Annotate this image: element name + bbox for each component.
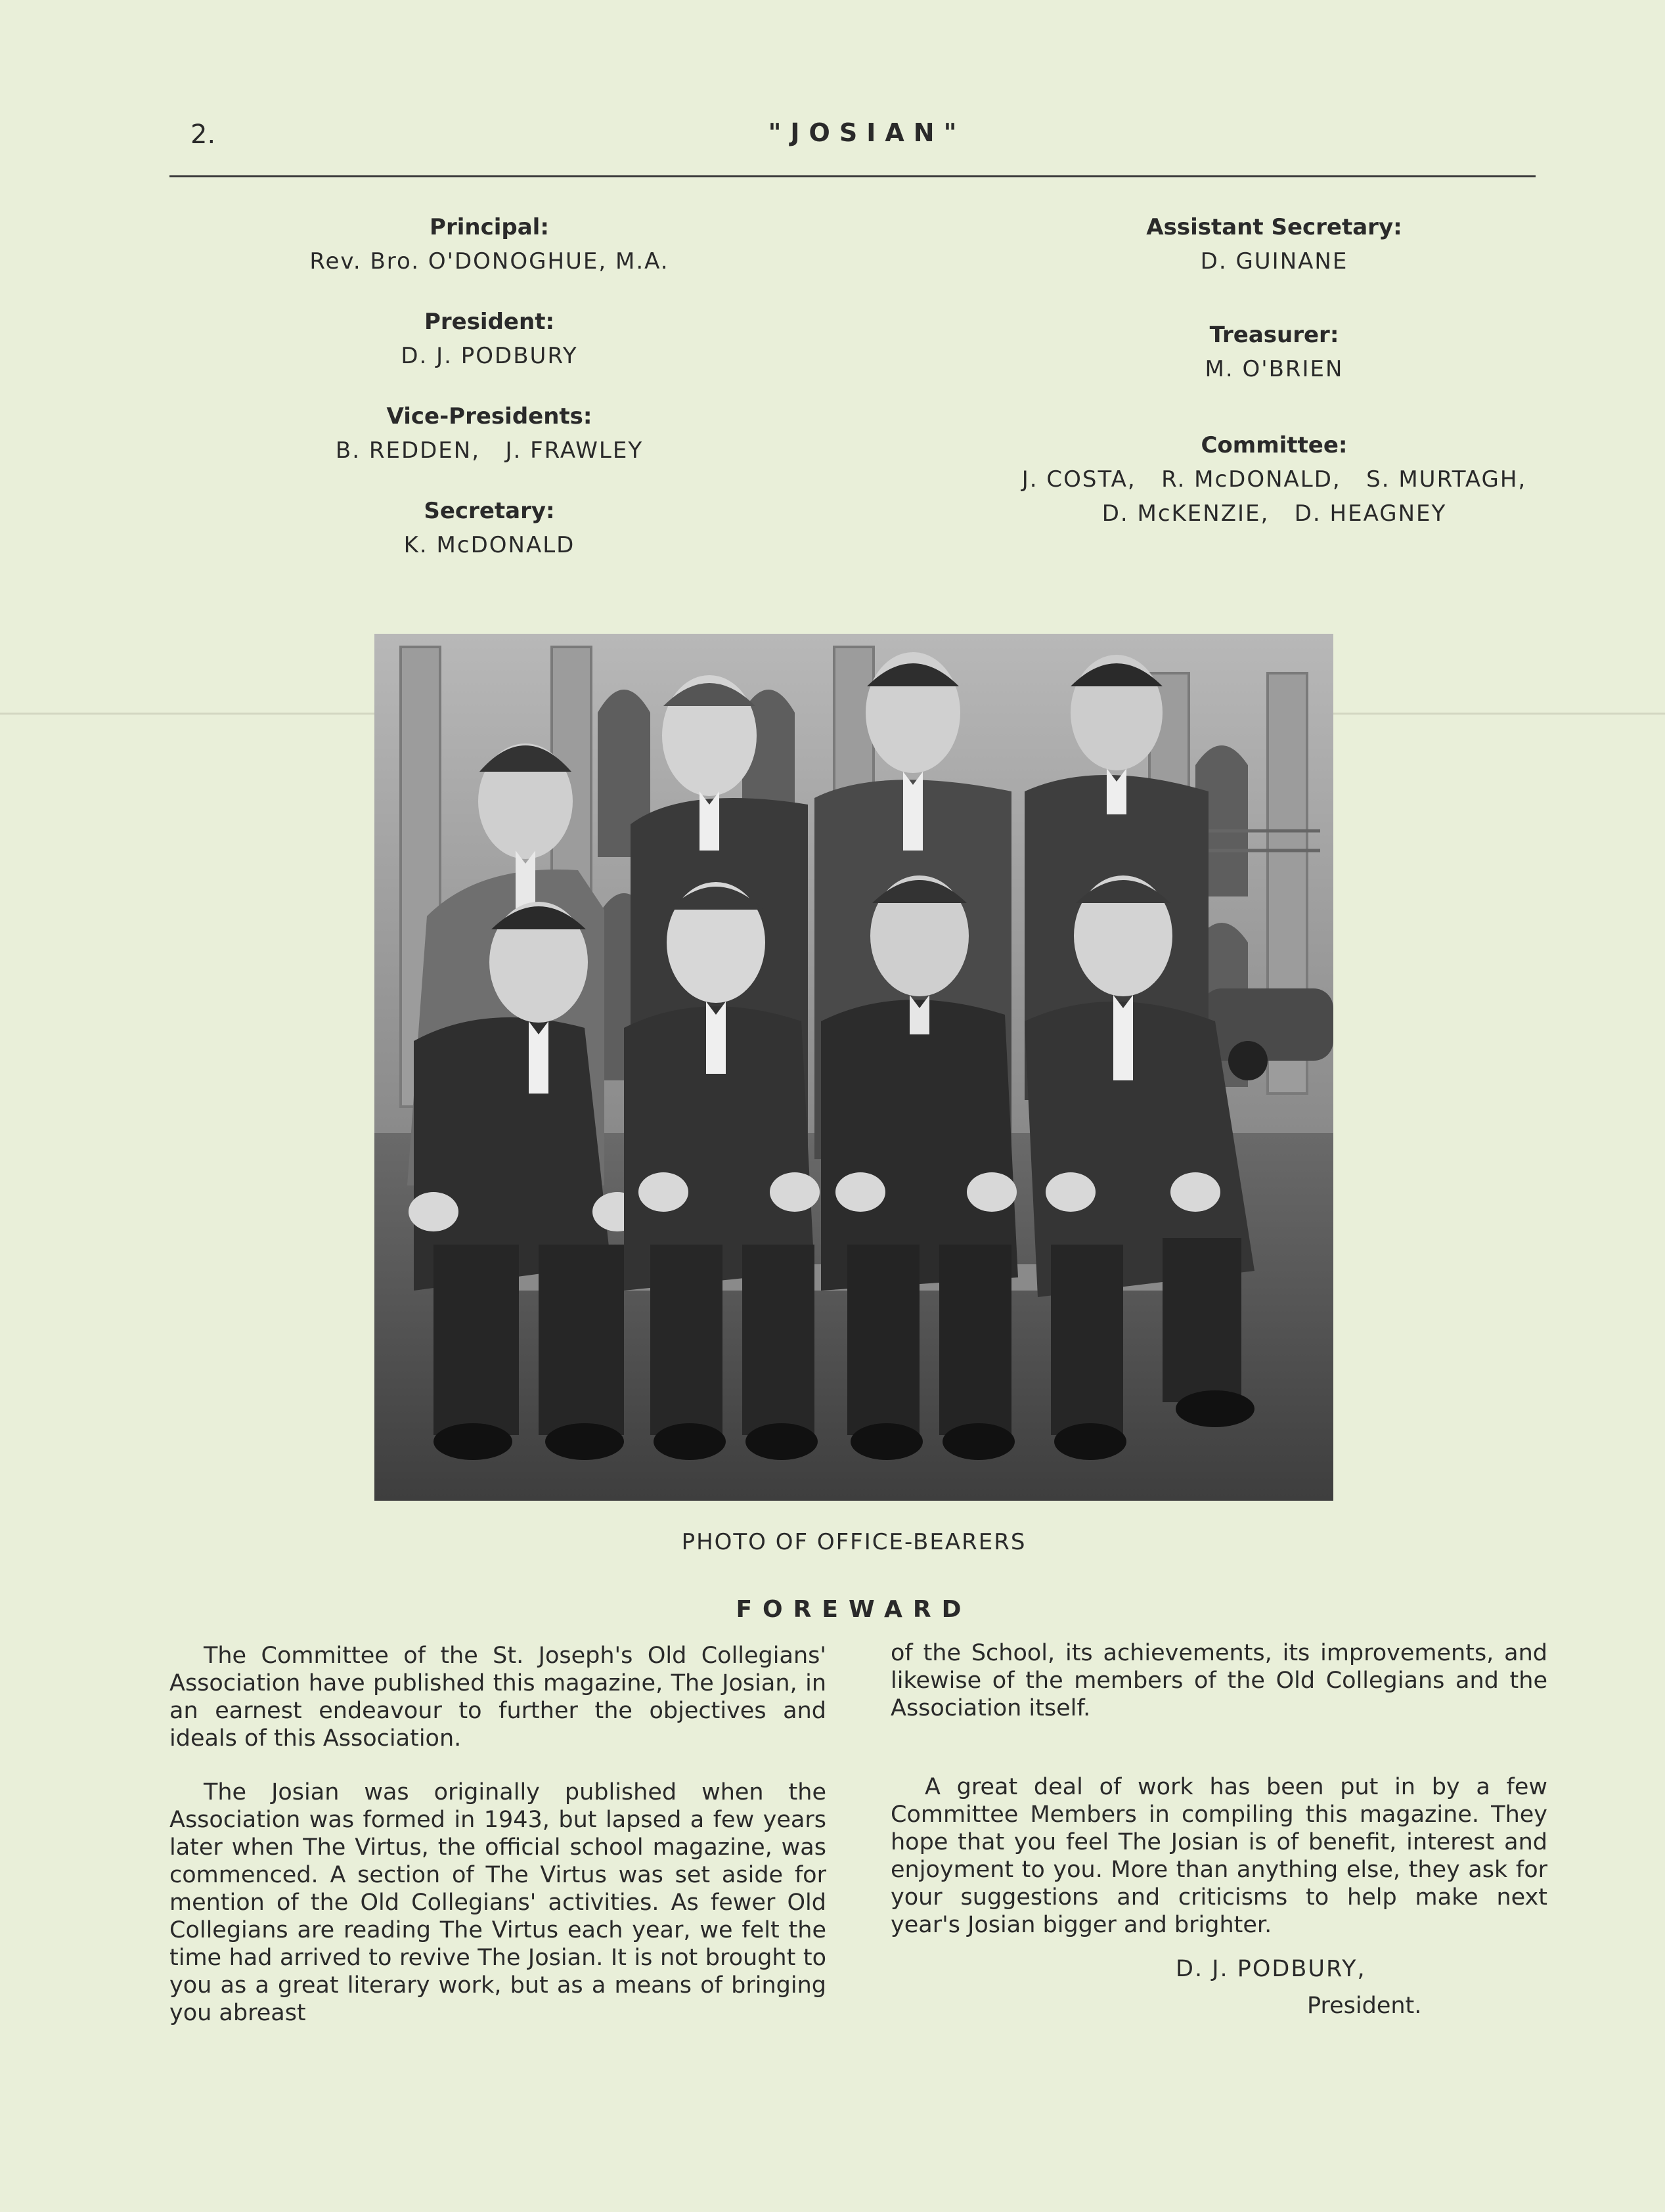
signature-role: President.: [1307, 1993, 1422, 2019]
office-names: D. McKENZIE, D. HEAGNEY: [1101, 500, 1447, 527]
office-title: Principal:: [430, 214, 549, 240]
office-title: Secretary:: [424, 498, 555, 524]
officers-right-column: [972, 210, 1576, 531]
signature-block: [1176, 1951, 1421, 2024]
office-president: [240, 305, 739, 373]
foreward-heading: FOREWARD: [736, 1596, 972, 1623]
foreward-paragraph: The Josian was originally published when the Association was formed in 1943, but lapsed a few years later when The Virtus, the official school magazine, was commenced. A section of The Virtus was set aside for mention of the Old Collegians' activities. As fewer Old Collegians are reading The Virtus each year, we felt the time had arrived to revive The Josian. It is not brought to you as a great literary work, but as a means of bringing you abreast: [169, 1779, 826, 2026]
office-committee: [972, 428, 1576, 531]
office-names: D. GUINANE: [1200, 248, 1348, 275]
office-principal: [240, 210, 739, 278]
office-names: K. McDONALD: [403, 532, 575, 558]
office-assistant-secretary: [972, 210, 1576, 278]
office-names: D. J. PODBURY: [401, 343, 578, 369]
office-title: President:: [424, 309, 555, 335]
office-title: Treasurer:: [1209, 322, 1339, 348]
photo-caption: PHOTO OF OFFICE-BEARERS: [681, 1529, 1027, 1555]
header-divider: [169, 175, 1536, 177]
office-names: M. O'BRIEN: [1205, 356, 1344, 382]
foreward-left-column: [169, 1642, 826, 2027]
office-names: B. REDDEN, J. FRAWLEY: [335, 437, 644, 464]
signature-name: D. J. PODBURY,: [1176, 1956, 1366, 1982]
page-number: 2.: [190, 120, 216, 150]
foreward-paragraph: A great deal of work has been put in by a few Committee Members in compiling this magazine. They hope that you feel The Josian is of benefit, interest and enjoyment to you. More than anything else, they ask for your suggestions and criticisms to help make next year's Josian bigger and brighter.: [891, 1774, 1547, 1938]
office-title: Vice-Presidents:: [386, 403, 592, 430]
foreward-paragraph: The Committee of the St. Joseph's Old Collegians' Association have published this magazine, The Josian, in an earnest endeavour to further the objectives and ideals of this Association.: [169, 1643, 826, 1752]
office-title: Committee:: [1201, 432, 1348, 458]
foreward-paragraph: of the School, its achievements, its improvements, and likewise of the members of the Old Collegians and the Association itself.: [891, 1640, 1547, 1721]
office-treasurer: [972, 318, 1576, 386]
office-names: Rev. Bro. O'DONOGHUE, M.A.: [309, 248, 669, 275]
officers-left-column: [240, 210, 739, 562]
office-names: J. COSTA, R. McDONALD, S. MURTAGH,: [1021, 466, 1527, 493]
running-title: "JOSIAN": [768, 118, 966, 147]
group-photo-illustration: [374, 634, 1333, 1501]
office-secretary: [240, 494, 739, 562]
foreward-right-column: [891, 1639, 1547, 1939]
office-title: Assistant Secretary:: [1146, 214, 1402, 240]
office-vice-presidents: [240, 399, 739, 468]
office-bearers-photo: [374, 634, 1333, 1501]
